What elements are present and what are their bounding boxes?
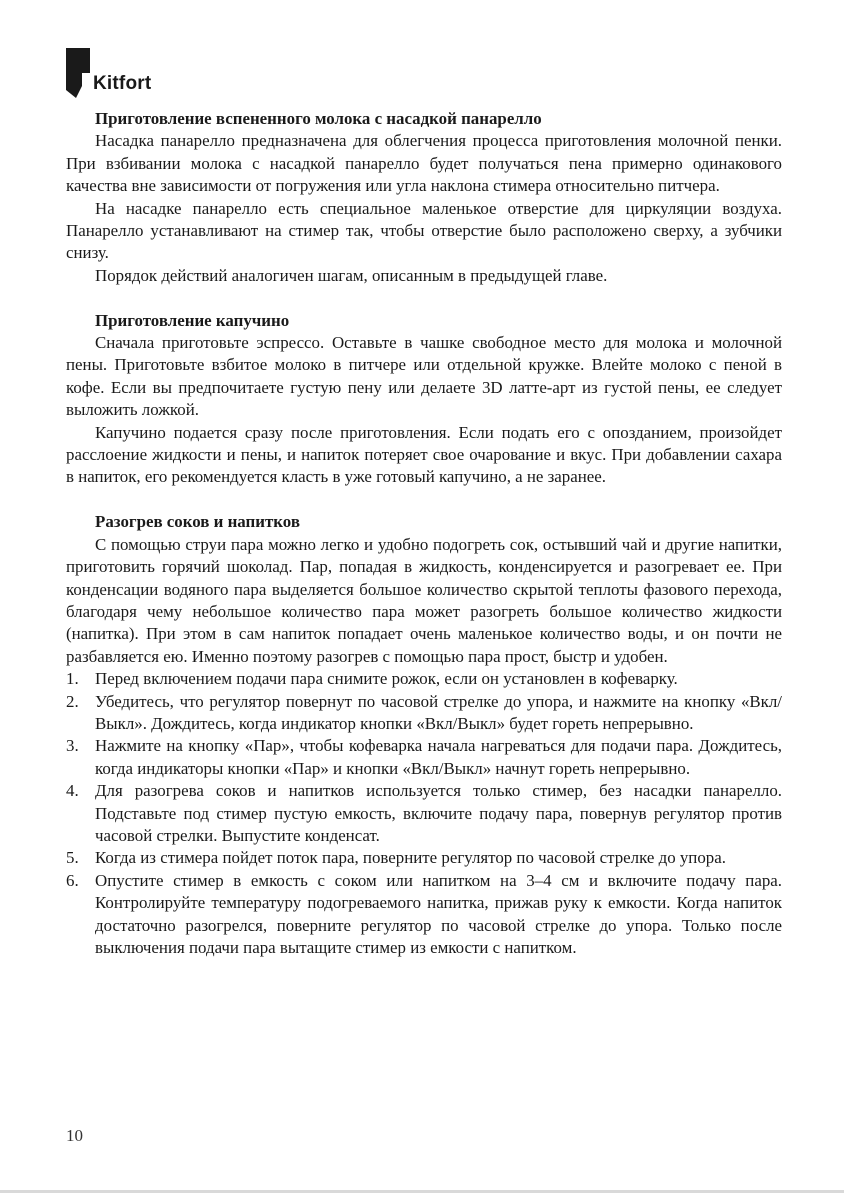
brand-name: Kitfort [93, 73, 152, 94]
paragraph: Капучино подается сразу после приготовления. Если подать его с опозданием, произойдет расслоение жидкости и пены, и напиток потеряет свое очарование и вкус. При добавлении сахара в напиток, его рекомендуется класть в уже готовый капучино, а не заранее. [66, 422, 782, 487]
paragraph: Порядок действий аналогичен шагам, описанным в предыдущей главе. [95, 265, 608, 285]
section-milk-foam [66, 108, 782, 287]
step-number: 6. [66, 870, 79, 890]
step-text: Когда из стимера пойдет поток пара, поверните регулятор по часовой стрелке до упора. [95, 848, 726, 868]
paragraph: Сначала приготовьте эспрессо. Оставьте в чашке свободное место для молока и молочной пены. Приготовьте взбитое молоко в питчере или отдельной кружке. Влейте молоко с пеной в кофе. Если вы предпочитаете густую пену или делаете 3D латте-арт из густой пены, ее следует выложить ложкой. [66, 333, 782, 420]
step-text: Нажмите на кнопку «Пар», чтобы кофеварка начала нагреваться для подачи пара. Дождитесь, когда индикаторы кнопки «Пар» и кнопки «Вкл/Выкл» начнут гореть непрерывно. [95, 736, 782, 778]
section-heating-drinks [66, 511, 782, 959]
step-text: Перед включением подачи пара снимите рожок, если он установлен в кофеварку. [95, 669, 678, 689]
section-cappuccino [66, 310, 782, 489]
step-text: Опустите стимер в емкость с соком или напитком на 3–4 см и включите подачу пара. Контролируйте температуру подогреваемого напитка, прижав руку к емкости. Когда напиток достаточно разогрелся, поверните регулятор по часовой стрелке до упора. Только после выключения подачи пара вытащите стимер из емкости с напитком. [95, 870, 782, 957]
step-number: 4. [66, 781, 79, 801]
steps-list [66, 668, 782, 959]
step-number: 3. [66, 736, 79, 756]
section-heading: Разогрев соков и напитков [95, 512, 300, 532]
step-text: Убедитесь, что регулятор повернут по часовой стрелке до упора, и нажмите на кнопку «Вкл/Выкл». Дождитесь, когда индикатор кнопки «Вкл/Выкл» будет гореть непрерывно. [95, 691, 782, 733]
list-item [66, 735, 782, 780]
kitfort-shield-logo-icon [66, 48, 90, 98]
paragraph: С помощью струи пара можно легко и удобно подогреть сок, остывший чай и другие напитки, приготовить горячий шоколад. Пар, попадая в жидкость, конденсируется и разогревает ее. При конденсации водяного пара выделяется большое количество скрытой теплоты фазового перехода, благодаря чему небольшое количество пара может разогреть большое количество жидкости (напитка). При этом в сам напиток попадает очень маленькое количество воды, и он почти не разбавляется ею. Именно поэтому разогрев с помощью пара прост, быстр и удобен. [66, 534, 782, 666]
paragraph: На насадке панарелло есть специальное маленькое отверстие для циркуляции воздуха. Панарелло устанавливают на стимер так, чтобы отверстие было расположено сверху, а зубчики снизу. [66, 198, 782, 263]
section-heading: Приготовление вспененного молока с насадкой панарелло [95, 109, 542, 128]
step-number: 5. [66, 848, 79, 868]
list-item [66, 691, 782, 736]
list-item [66, 870, 782, 960]
list-item [66, 668, 782, 690]
list-item [66, 847, 782, 869]
page-content [66, 108, 782, 959]
paragraph: Насадка панарелло предназначена для облегчения процесса приготовления молочной пенки. При взбивании молока с насадкой панарелло будет получаться пена примерно одинакового качества вне зависимости от погружения или угла наклона стимера относительно питчера. [66, 131, 782, 196]
step-number: 1. [66, 669, 79, 689]
section-heading: Приготовление капучино [95, 310, 290, 330]
step-number: 2. [66, 691, 79, 711]
page-number: 10 [66, 1126, 83, 1145]
list-item [66, 780, 782, 847]
step-text: Для разогрева соков и напитков используется только стимер, без насадки панарелло. Подставьте под стимер пустую емкость, включите подачу пара, повернув регулятор против часовой стрелки. Выпустите конденсат. [95, 781, 782, 845]
